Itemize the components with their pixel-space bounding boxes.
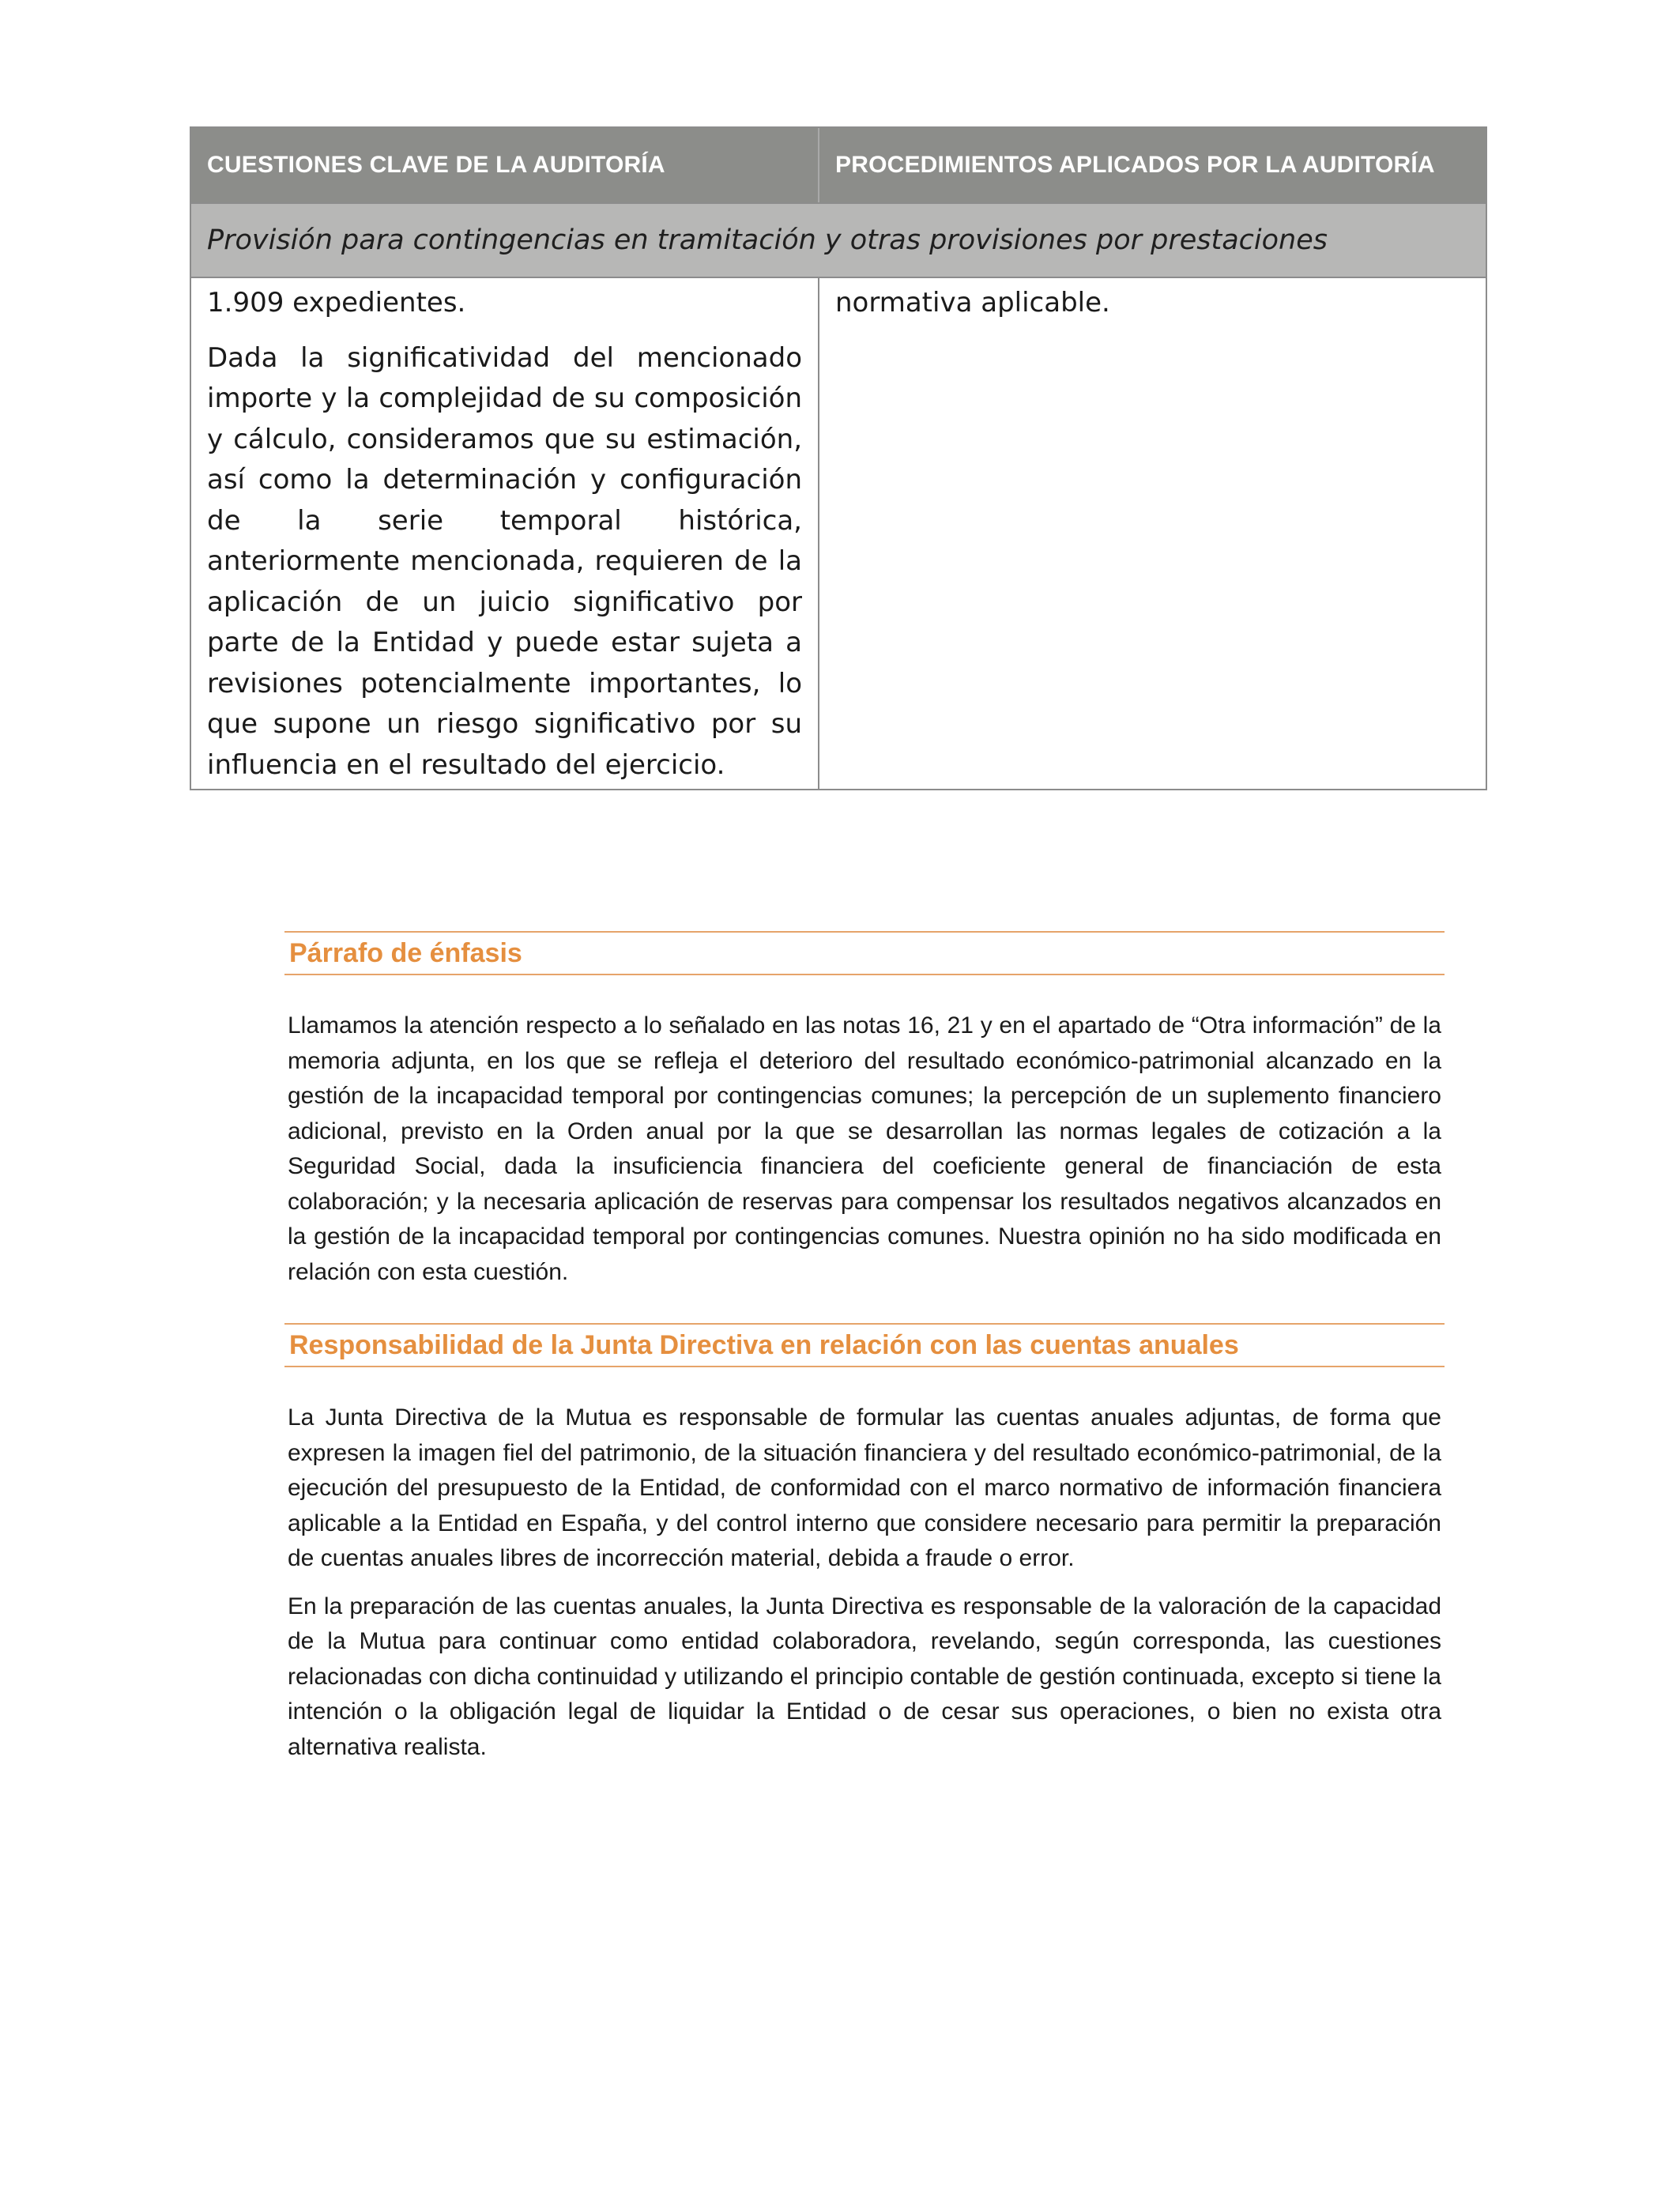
key-matter-cell — [191, 278, 819, 789]
procedures-line: normativa aplicable. — [835, 287, 1110, 319]
key-audit-matters-table — [190, 126, 1487, 790]
key-matter-paragraph: Dada la significatividad del mencionado importe y la complejidad de su composición y cálculo, consideramos que su estimación, así como la determinación y configuración de la serie temporal histórica, anteriormente mencionada, requieren de la aplicación de un juicio significativo por parte de la Entidad y puede estar sujeta a revisiones potencialmente importantes, lo que supone un riesgo significativo por su influencia en el resultado del ejercicio. — [207, 341, 802, 781]
emphasis-paragraph: Llamamos la atención respecto a lo señalado en las notas 16, 21 y en el apartado de “Otra información” de la memoria adjunta, en los que se refleja el deterioro del resultado económico-patrimonial alcanzado en la gestión de la incapacidad temporal por contingencias comunes; la percepción de un suplemento financiero adicional, previsto en la Orden anual por la que se desarrollan las normas legales de cotización a la Seguridad Social, dada la insuficiencia financiera del coeficiente general de financiación de esta colaboración; y la necesaria aplicación de reservas para compensar los resultados negativos alcanzados en la gestión de la incapacidad temporal por contingencias comunes. Nuestra opinión no ha sido modificada en relación con esta cuestión. — [288, 1012, 1441, 1285]
responsibility-paragraph-1: La Junta Directiva de la Mutua es responsable de formular las cuentas anuales adjuntas, de forma que expresen la imagen fiel del patrimonio, de la situación financiera y del resultado económico-patrimonial, de la ejecución del presupuesto de la Entidad, de conformidad con el marco normativo de información financiera aplicable a la Entidad en España, y del control interno que considere necesario para permitir la preparación de cuentas anuales libres de incorrección material, debida a fraude o error. — [288, 1404, 1441, 1571]
table-body-row — [191, 278, 1486, 789]
emphasis-title: Párrafo de énfasis — [284, 931, 1445, 975]
table-subheader: Provisión para contingencias en tramitación y otras provisiones por prestaciones — [191, 204, 1486, 278]
responsibility-paragraph-2: En la preparación de las cuentas anuales, la Junta Directiva es responsable de la valoración de la capacidad de la Mutua para continuar como entidad colaboradora, revelando, según corresponda, las cuestiones relacionadas con dicha continuidad y utilizando el principio contable de gestión continuada, excepto si tiene la intención o la obligación legal de liquidar la Entidad o de cesar sus operaciones, o bien no exista otra alternativa realista. — [288, 1593, 1441, 1760]
table-header-row — [191, 128, 1486, 204]
header-procedures: PROCEDIMIENTOS APLICADOS POR LA AUDITORÍA — [835, 152, 1435, 178]
key-matter-line: 1.909 expedientes. — [207, 287, 466, 319]
emphasis-section — [284, 931, 1445, 1290]
responsibility-section — [284, 1323, 1445, 1765]
header-key-matters: CUESTIONES CLAVE DE LA AUDITORÍA — [191, 128, 819, 202]
procedures-cell — [819, 278, 1486, 789]
responsibility-title: Responsabilidad de la Junta Directiva en relación con las cuentas anuales — [284, 1323, 1445, 1367]
